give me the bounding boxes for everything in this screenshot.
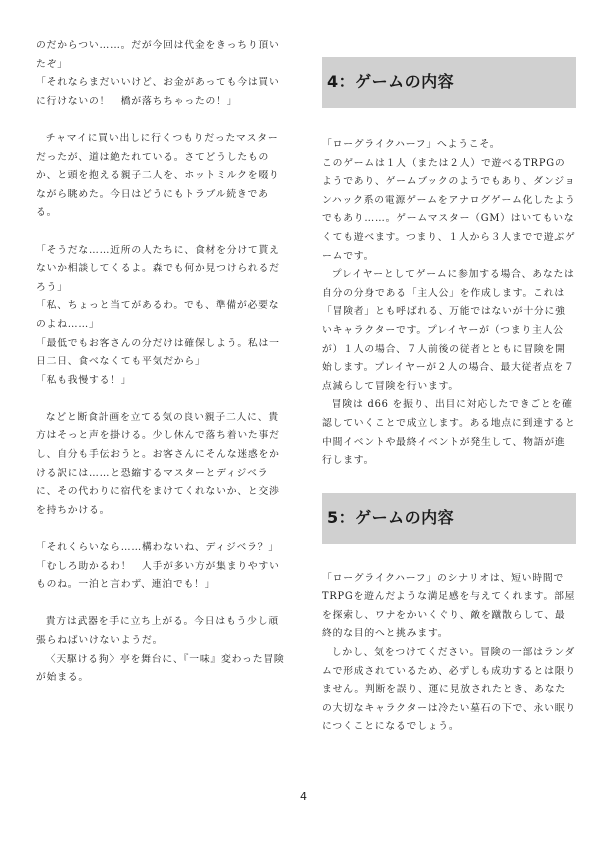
paragraph: チャマイに買い出しに行くつもりだったマスターだったが、道は絶たれている。さてどうしたものか、と頭を抱える親子二人を、ホットミルクを啜りながら眺めた。今日はどうにもトラブル続きである。 <box>36 132 280 219</box>
paragraph: のだからつい……。だが今回は代金をきっちり頂いたぞ」 <box>36 40 280 70</box>
paragraph: 「それならまだいいけど、お金があっても今は買いに行けないの！ 橋が落ちちゃったの！」 <box>36 77 280 107</box>
section-5-heading: 5：ゲームの内容 <box>322 493 576 544</box>
paragraph: 「ローグライクハーフ」へようこそ。 <box>322 139 501 150</box>
page-number: 4 <box>300 790 307 803</box>
right-column <box>322 57 576 737</box>
paragraph: 貴方は武器を手に立ち上がる。今日はもう少し頑張らねばいけないようだ。 <box>36 616 279 646</box>
left-column <box>36 37 288 688</box>
paragraph: 「私、ちょっと当てがあるわ。でも、準備が必要なのよね……」 <box>36 300 280 330</box>
paragraph: 冒険は d66 を振り、出目に対応したできごとを確認していくことで成立します。ある地点に到達すると中間イベントや最終イベントが発生して、物語が進行します。 <box>322 399 576 467</box>
paragraph: 「私も我慢する！」 <box>36 374 132 386</box>
paragraph: このゲームは１人（または２人）で遊べるTRPGのようであり、ゲームブックのようでもあり、ダンジョンハック系の電源ゲームをアナログゲーム化したようでもあり……。ゲームマスター（GM）はいてもいなくても遊べます。つまり、１人から３人までで遊ぶゲームです。 <box>322 157 576 262</box>
paragraph: 「それくらいなら……構わないね、ディジベラ？」 <box>36 542 279 554</box>
paragraph: などと断食計画を立てる気の良い親子二人に、貴方はそっと声を掛ける。少し休んで落ち着いた事だし、自分も手伝おうと。お客さんにそんな迷惑をかける訳には……と恐縮するマスターとディジベラに、その代わりに宿代をまけてくれないか、と交渉を持ちかける。 <box>36 411 280 516</box>
paragraph: 〈天駆ける狗〉亭を舞台に、『一味』変わった冒険が始まる。 <box>36 653 285 684</box>
paragraph: プレイヤーとしてゲームに参加する場合、あなたは自分の分身である「主人公」を作成します。これは「冒険者」とも呼ばれる、万能ではないが十分に強いキャラクターです。プレイヤーが（つまり主人公が）１人の場合、７人前後の従者とともに冒険を開始します。プレイヤーが２人の場合、最大従者点を７点減らして冒険を行います。 <box>322 269 575 392</box>
section-4-heading: 4：ゲームの内容 <box>322 57 576 108</box>
paragraph: 「ローグライクハーフ」のシナリオは、短い時間でTRPGを遊んだような満足感を与えてくれます。部屋を探索し、ワナをかいくぐり、敵を蹴散らして、最終的な目的へと挑みます。 <box>322 572 576 640</box>
paragraph: 「最低でもお客さんの分だけは確保しよう。私は一日二日、食べなくても平気だから」 <box>36 337 280 368</box>
paragraph: しかし、気をつけてください。冒険の一部はランダムで形成されているため、必ずしも成功するとは限りません。判断を誤り、運に見放されたとき、あなたの大切なキャラクターは冷たい墓石の下で、永い眠りにつくことになるでしょう。 <box>322 647 576 733</box>
paragraph: 「むしろ助かるわ！ 人手が多い方が集まりやすいものね。一泊と言わず、連泊でも！」 <box>36 560 280 591</box>
paragraph: 「そうだな……近所の人たちに、食材を分けて貰えないか相談してくるよ。森でも何か見つけられるだろう」 <box>36 244 280 293</box>
